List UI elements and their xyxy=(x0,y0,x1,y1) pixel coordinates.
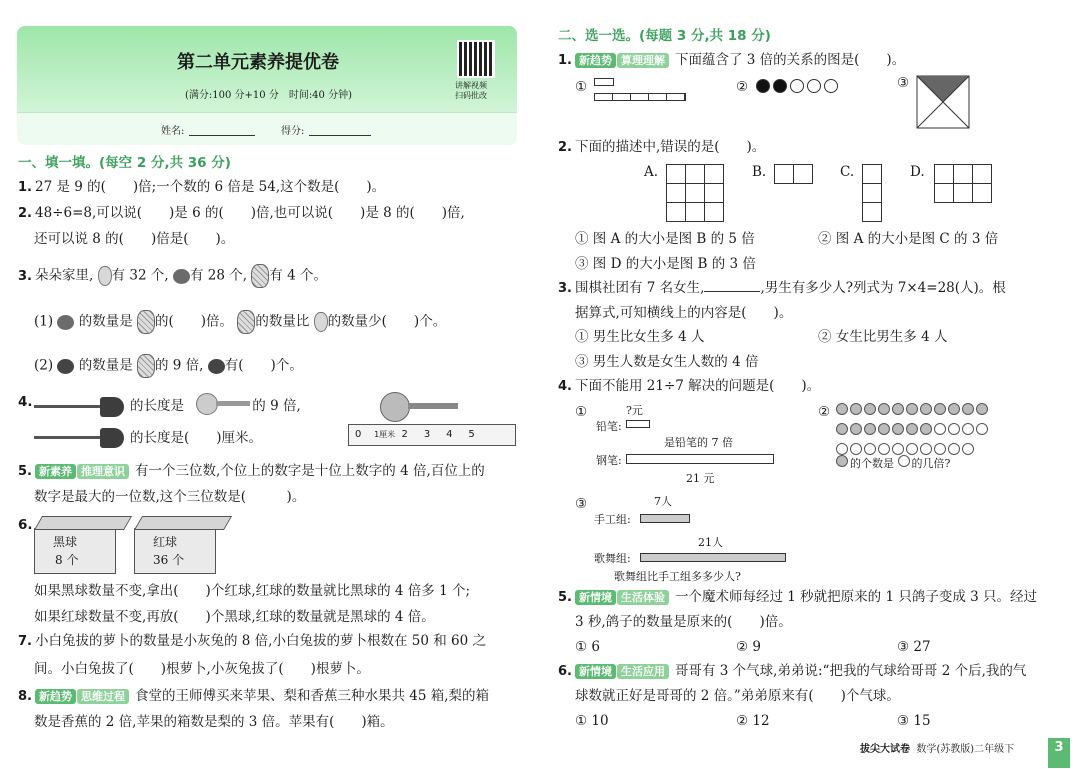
s2-q4-o3-g1: 手工组: xyxy=(594,513,631,526)
s1-q3-sub2 xyxy=(34,354,303,378)
s1-q3-sub1-d: 的数量比 xyxy=(255,313,310,330)
s2-q3-blank[interactable] xyxy=(704,291,760,292)
red-ball-box xyxy=(134,528,216,574)
s2-q2-num: 2. xyxy=(558,140,572,155)
footer-subject: 数学(苏教版)二年级下 xyxy=(916,744,1015,755)
s2-q6-line2: 球数就正好是哥哥的 2 倍。”弟弟原来有( )个气球。 xyxy=(575,688,900,704)
s2-q1-opt1-label: ① xyxy=(575,79,588,95)
white-circle-icon xyxy=(824,79,838,93)
black-circle-icon xyxy=(773,79,787,93)
s2-q3-opt1: ① 男生比女生多 4 人 xyxy=(575,329,705,345)
box2-label: 红球 xyxy=(153,535,178,549)
s1-q3-sub2-c: 的 9 倍, xyxy=(155,357,204,374)
name-score-bar xyxy=(17,112,517,145)
white-ball-icon xyxy=(898,455,910,467)
s2-q1-opt3-label: ③ xyxy=(897,75,910,91)
s1-q3-sub2-b: 的数量是 xyxy=(78,357,133,374)
s1-q5 xyxy=(18,462,485,481)
name-label: 姓名: xyxy=(161,126,185,137)
s2-q5-opt1: ① 6 xyxy=(575,639,600,655)
white-circle-icon xyxy=(807,79,821,93)
s1-q8 xyxy=(18,687,489,706)
tag-new-trend: 新趋势 xyxy=(575,53,616,68)
s2-q1 xyxy=(558,51,905,70)
tag-new-literacy: 新素养 xyxy=(35,464,76,479)
s1-q7-line2: 间。小白兔拔了( )根萝卜,小灰兔拔了( )根萝卜。 xyxy=(34,661,370,677)
s2-q1-text: 下面蕴含了 3 倍的关系的图是( )。 xyxy=(674,52,906,68)
black-circle-icon xyxy=(756,79,770,93)
tag-new-trend: 新趋势 xyxy=(35,689,76,704)
s2-q5-num: 5. xyxy=(558,590,572,605)
s2-q4-o1-note: 是铅笔的 7 倍 xyxy=(664,436,733,449)
s1-q5-line1: 有一个三位数,个位上的数字是十位上数字的 4 倍,百位上的 xyxy=(134,463,485,479)
s2-q5 xyxy=(558,588,1037,607)
s2-q6-opt3: ③ 15 xyxy=(897,713,931,729)
s1-q3-text-b: 有 32 个, xyxy=(111,267,169,284)
s2-q2-opt3: ③ 图 D 的大小是图 B 的 3 倍 xyxy=(575,256,756,272)
s2-q4-o2-question xyxy=(836,455,950,471)
pencil-bar xyxy=(626,420,650,428)
s1-q3-text-d: 有 4 个。 xyxy=(269,267,327,284)
s2-q2 xyxy=(558,138,765,157)
black-ball-box xyxy=(34,528,116,574)
pineapple-icon xyxy=(137,354,155,378)
apple-icon xyxy=(57,315,74,330)
s2-q4-o3-num: ③ xyxy=(575,496,588,512)
s2-q3-num: 3. xyxy=(558,281,572,296)
ruler-tick-4: 4 xyxy=(446,429,453,440)
ruler-tick-2: 2 xyxy=(401,429,408,440)
ruler-tick-1: 1厘米 xyxy=(374,430,396,439)
s2-q6-opt2: ② 12 xyxy=(736,713,770,729)
pineapple-icon xyxy=(137,310,155,334)
s1-q2-line1: 48÷6=8,可以说( )是 6 的( )倍,也可以说( )是 8 的( )倍, xyxy=(34,205,465,221)
shovel-icon xyxy=(34,428,124,448)
page-number: 3 xyxy=(1048,738,1070,768)
s2-q3-text-b: ,男生有多少人?列式为 7×4=28(人)。根 xyxy=(760,280,1006,296)
s1-q1 xyxy=(18,178,385,197)
s2-q5-opt3: ③ 27 xyxy=(897,639,931,655)
s2-q4-o2-num: ② xyxy=(818,404,831,420)
pineapple-icon xyxy=(251,264,269,288)
s2-q4-o3-g2: 歌舞组: xyxy=(594,552,631,565)
s2-q4-o1-num: ① xyxy=(575,404,588,420)
s2-q6 xyxy=(558,662,1026,681)
box1-top xyxy=(34,516,132,530)
ruler-tick-0: 0 xyxy=(355,429,362,440)
s1-q8-num: 8. xyxy=(18,689,32,704)
s1-q3-num: 3. xyxy=(18,268,32,284)
dance-bar xyxy=(640,553,786,562)
s2-q3-line2: 据算式,可知横线上的内容是( )。 xyxy=(575,305,793,321)
s1-q4-text-a: 的长度是 xyxy=(130,398,184,414)
s2-q6-num: 6. xyxy=(558,664,572,679)
ruler-tick-3: 3 xyxy=(423,429,431,440)
s2-q5-opt2: ② 9 xyxy=(736,639,761,655)
title-banner xyxy=(17,26,517,144)
craft-bar xyxy=(640,514,690,523)
s1-q4-line2: 的长度是( )厘米。 xyxy=(130,430,263,446)
fig-d-grid xyxy=(934,164,992,203)
fig-a-grid xyxy=(666,164,724,222)
tag-life-application: 生活应用 xyxy=(617,664,669,679)
fig-c-label: C. xyxy=(840,164,855,180)
footer xyxy=(860,740,1014,755)
s1-q4-num: 4. xyxy=(18,394,33,410)
s1-q4-text-b: 的 9 倍, xyxy=(252,398,301,414)
shovel-icon xyxy=(34,397,124,417)
s2-q1-opt1-short-bar xyxy=(594,78,614,86)
pen-bar xyxy=(626,454,774,464)
s2-q5-line2: 3 秒,鸽子的数量是原来的( )倍。 xyxy=(575,614,792,630)
s2-q3-text-a: 围棋社团有 7 名女生, xyxy=(574,280,705,296)
key-on-ruler-icon xyxy=(380,392,460,422)
footer-brand: 拔尖大试卷 xyxy=(860,744,910,755)
page-title: 第二单元素养提优卷 xyxy=(177,52,339,73)
box2-top xyxy=(134,516,232,530)
s2-q4-o3-mid: 21人 xyxy=(698,536,723,549)
s1-q3-sub2-num: (2) xyxy=(34,357,54,374)
pear-icon xyxy=(314,312,328,332)
ruler xyxy=(348,424,516,446)
s2-q3-opt3: ③ 男生人数是女生人数的 4 倍 xyxy=(575,354,759,370)
s2-q4-o1-price: ?元 xyxy=(626,404,643,417)
section2-title: 二、选一选。(每题 3 分,共 18 分) xyxy=(558,28,771,44)
s1-q5-line2: 数字是最大的一位数,这个三位数是( )。 xyxy=(34,489,306,505)
key-icon xyxy=(196,393,252,415)
s2-q1-opt1-long-bar xyxy=(594,93,686,101)
s1-q7 xyxy=(18,632,486,651)
exam-info: (满分:100 分+10 分 时间:40 分钟) xyxy=(185,90,352,101)
box1-label: 黑球 xyxy=(53,535,78,549)
s2-q4-o2-q2: 的几倍? xyxy=(911,457,951,470)
s2-q4-text: 下面不能用 21÷7 解决的问题是( )。 xyxy=(574,378,821,394)
pineapple-icon xyxy=(237,310,255,334)
s2-q1-num: 1. xyxy=(558,53,572,68)
fig-a-label: A. xyxy=(644,164,659,180)
tag-new-context: 新情境 xyxy=(575,664,616,679)
score-label: 得分: xyxy=(281,126,305,137)
qr-code-icon[interactable] xyxy=(457,40,495,78)
tag-reasoning: 推理意识 xyxy=(77,464,129,479)
s1-q3-sub1 xyxy=(34,310,446,334)
apple-icon xyxy=(208,359,225,374)
s2-q4-o1-pen: 钢笔: xyxy=(596,454,622,467)
tag-life-experience: 生活体验 xyxy=(617,590,669,605)
s1-q6-line1: 如果黑球数量不变,拿出( )个红球,红球的数量就比黑球的 4 倍多 1 个; xyxy=(34,583,471,599)
s2-q5-line1: 一个魔术师每经过 1 秒就把原来的 1 只鸽子变成 3 只。经过 xyxy=(674,589,1037,605)
pear-icon xyxy=(98,266,112,286)
fig-b-label: B. xyxy=(752,164,767,180)
s2-q3-opt2: ② 女生比男生多 4 人 xyxy=(818,329,948,345)
fig-c-grid xyxy=(862,164,882,222)
gray-ball-icon xyxy=(836,455,848,467)
fig-b-grid xyxy=(774,164,813,184)
fig-d-label: D. xyxy=(910,164,925,180)
s1-q7-num: 7. xyxy=(18,634,32,649)
s1-q3 xyxy=(18,264,327,288)
s1-q8-line2: 数是香蕉的 2 倍,苹果的箱数是梨的 3 倍。苹果有( )箱。 xyxy=(34,714,394,730)
s2-q4-o1-total: 21 元 xyxy=(686,472,715,485)
s1-q4-line1 xyxy=(130,397,301,415)
s2-q2-opt2: ② 图 A 的大小是图 C 的 3 倍 xyxy=(818,231,999,247)
s2-q2-opt1: ① 图 A 的大小是图 B 的 5 倍 xyxy=(575,231,755,247)
ruler-tick-5: 5 xyxy=(468,429,475,440)
s1-q2 xyxy=(18,204,465,223)
s2-q4-o2-q1: 的个数是 xyxy=(850,457,894,470)
name-field[interactable] xyxy=(189,135,255,136)
s1-q8-line1: 食堂的王师傅买来苹果、梨和香蕉三种水果共 45 箱,梨的箱 xyxy=(134,688,490,704)
s2-q4-o2-balls xyxy=(836,403,990,463)
s1-q6-line2: 如果红球数量不变,再放( )个黑球,红球的数量就是黑球的 4 倍。 xyxy=(34,609,435,625)
s1-q2-line2: 还可以说 8 的( )倍是( )。 xyxy=(34,231,235,247)
s1-q1-text: 27 是 9 的( )倍;一个数的 6 倍是 54,这个数是( )。 xyxy=(34,179,386,195)
s2-q1-opt3-square xyxy=(916,75,970,129)
box1-count: 8 个 xyxy=(55,553,79,567)
s2-q4-o1-pencil: 铅笔: xyxy=(596,420,622,433)
s1-q3-text-c: 有 28 个, xyxy=(189,267,247,284)
s2-q4-num: 4. xyxy=(558,379,572,394)
s2-q4-o3-q: 歌舞组比手工组多多少人? xyxy=(614,570,741,583)
s2-q4 xyxy=(558,377,820,396)
s1-q3-sub2-d: 有( )个。 xyxy=(224,357,303,374)
white-circle-icon xyxy=(790,79,804,93)
s1-q3-sub1-c: 的( )倍。 xyxy=(155,313,234,330)
s2-q3 xyxy=(558,279,1006,298)
box2-count: 36 个 xyxy=(153,553,185,567)
tag-thinking: 思维过程 xyxy=(77,689,129,704)
section1-title: 一、填一填。(每空 2 分,共 36 分) xyxy=(18,155,231,171)
tag-new-context: 新情境 xyxy=(575,590,616,605)
apple-icon xyxy=(173,269,190,284)
s2-q4-o3-top: 7人 xyxy=(654,495,672,508)
qr-caption-1: 讲解视频 xyxy=(455,81,487,90)
score-field[interactable] xyxy=(309,135,371,136)
s2-q2-text: 下面的描述中,错误的是( )。 xyxy=(574,139,766,155)
s2-q1-opt2-circles xyxy=(756,78,841,93)
s2-q1-opt2-label: ② xyxy=(736,79,749,95)
apple-icon xyxy=(57,359,74,374)
tag-calc-understanding: 算理理解 xyxy=(617,53,669,68)
s1-q3-sub1-num: (1) xyxy=(34,313,54,330)
s2-q6-line1: 哥哥有 3 个气球,弟弟说:“把我的气球给哥哥 2 个后,我的气 xyxy=(674,663,1027,679)
s1-q6-num: 6. xyxy=(18,517,33,533)
s1-q1-num: 1. xyxy=(18,180,32,195)
s1-q3-sub1-e: 的数量少( )个。 xyxy=(327,313,447,330)
s1-q3-text-a: 朵朵家里, xyxy=(34,267,94,284)
s1-q5-num: 5. xyxy=(18,464,32,479)
s2-q6-opt1: ① 10 xyxy=(575,713,609,729)
qr-caption-2: 扫码批改 xyxy=(455,91,487,100)
s1-q2-num: 2. xyxy=(18,206,32,221)
s1-q3-sub1-b: 的数量是 xyxy=(78,313,133,330)
s1-q7-line1: 小白兔拔的萝卜的数量是小灰兔的 8 倍,小白兔拔的萝卜根数在 50 和 60 之 xyxy=(34,633,486,649)
